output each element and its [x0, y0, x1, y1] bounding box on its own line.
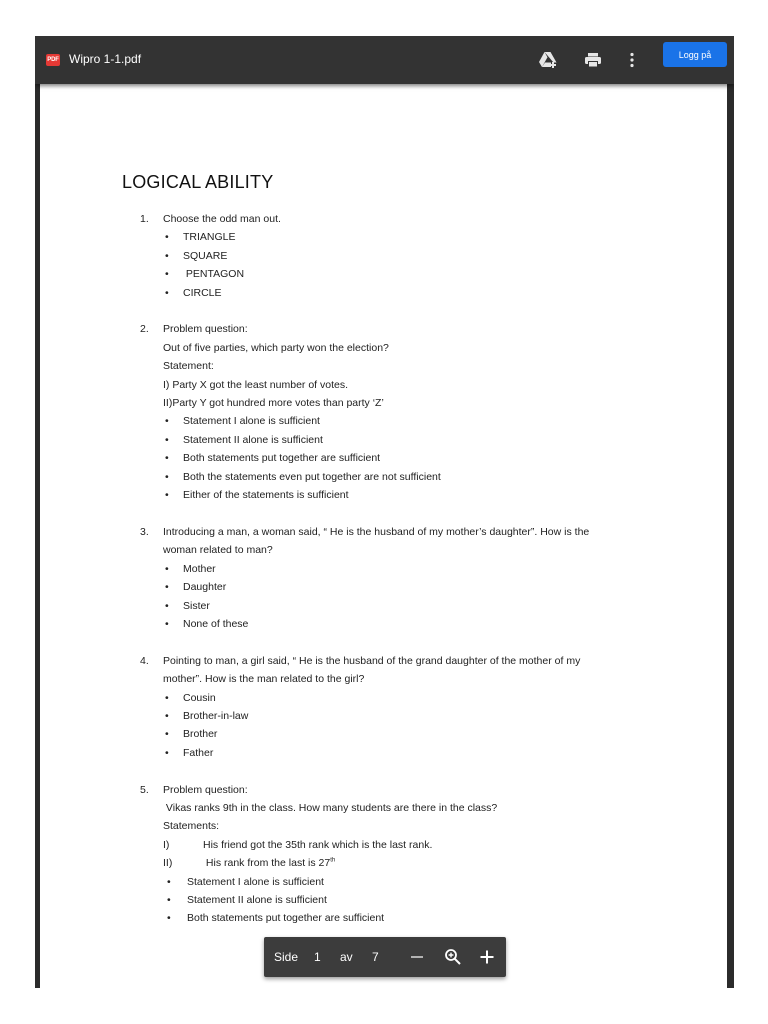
option-item: • Brother: [163, 725, 700, 743]
question-1: [140, 210, 700, 302]
question-3: [140, 523, 700, 633]
question-text: woman related to man?: [163, 544, 273, 557]
option-item: • None of these: [163, 615, 700, 633]
option-list: [163, 560, 700, 634]
question-text: Statement:: [163, 360, 214, 373]
option-item: • Both statements put together are sufficient: [163, 449, 700, 467]
option-item: • Cousin: [163, 689, 700, 707]
login-button[interactable]: Logg på: [663, 42, 727, 67]
option-item: • Father: [163, 744, 700, 762]
option-item: • Mother: [163, 560, 700, 578]
statement-row: [163, 854, 700, 872]
option-item: • Statement I alone is sufficient: [163, 412, 700, 430]
question-text: mother”. How is the man related to the girl?: [163, 673, 365, 686]
pdf-viewer: [35, 36, 734, 988]
statement-text: I) Party X got the least number of votes.: [163, 378, 349, 391]
option-item: • SQUARE: [163, 247, 700, 265]
zoom-out-icon[interactable]: [405, 945, 429, 969]
file-name: Wipro 1-1.pdf: [69, 52, 142, 66]
question-text: Statements:: [163, 820, 220, 833]
option-item: • Both the statements even put together are not sufficient: [163, 468, 700, 486]
option-item: • Daughter: [163, 578, 700, 596]
document-body: [140, 210, 700, 946]
option-item: • Sister: [163, 597, 700, 615]
question-text: Pointing to man, a girl said, “ He is the husband of the grand daughter of the mother of my: [163, 654, 581, 667]
option-item: • Statement II alone is sufficient: [163, 431, 700, 449]
option-item: • CIRCLE: [163, 284, 700, 302]
question-5: [140, 781, 700, 928]
statement-text: His friend got the 35th rank which is the last rank.: [203, 838, 433, 851]
option-item: • Brother-in-law: [163, 707, 700, 725]
option-item: • PENTAGON: [163, 265, 700, 283]
pdf-page: [40, 84, 727, 988]
question-number: 2.: [140, 323, 149, 336]
question-number: 5.: [140, 783, 149, 796]
question-2: [140, 320, 700, 504]
zoom-in-icon[interactable]: [475, 945, 499, 969]
drive-add-icon[interactable]: [536, 48, 560, 72]
current-page-input[interactable]: 1: [314, 950, 321, 964]
option-item: • Both statements put together are sufficient: [163, 909, 700, 927]
option-list: [163, 873, 700, 928]
statement-text: [203, 854, 335, 872]
of-label: av: [340, 950, 353, 964]
question-text: Vikas ranks 9th in the class. How many students are there in the class?: [163, 801, 498, 814]
question-text: Problem question:: [163, 323, 248, 336]
page-navigation-bar: [264, 937, 506, 977]
question-4: [140, 652, 700, 762]
pdf-file-icon: PDF: [46, 54, 60, 66]
statement-row: [163, 836, 700, 854]
statement-text: II)Party Y got hundred more votes than party ‘Z’: [163, 397, 384, 410]
question-number: 3.: [140, 525, 149, 538]
option-list: [163, 689, 700, 763]
option-item: • Either of the statements is sufficient: [163, 486, 700, 504]
total-pages: 7: [372, 950, 379, 964]
option-list: [163, 412, 700, 504]
statement-numeral: I): [163, 838, 170, 851]
question-text: Choose the odd man out.: [163, 213, 281, 225]
zoom-fit-icon[interactable]: [441, 945, 465, 969]
question-text: Out of five parties, which party won the election?: [163, 341, 389, 354]
viewer-toolbar: [35, 36, 734, 84]
question-number: 1.: [140, 213, 149, 225]
option-item: • Statement II alone is sufficient: [163, 891, 700, 909]
option-item: • TRIANGLE: [163, 228, 700, 246]
option-item: • Statement I alone is sufficient: [163, 873, 700, 891]
question-text: Introducing a man, a woman said, “ He is the husband of my mother’s daughter”. How is the: [163, 525, 590, 538]
question-number: 4.: [140, 654, 149, 667]
ordinal-suffix: th: [330, 857, 336, 864]
print-icon[interactable]: [581, 48, 605, 72]
question-text: Problem question:: [163, 783, 248, 796]
statement-text-main: His rank from the last is 27: [203, 857, 331, 870]
document-title: LOGICAL ABILITY: [122, 172, 274, 192]
page-label: Side: [274, 950, 299, 964]
more-vert-icon[interactable]: [620, 48, 644, 72]
option-list: [163, 228, 700, 302]
statement-numeral: II): [163, 857, 173, 870]
